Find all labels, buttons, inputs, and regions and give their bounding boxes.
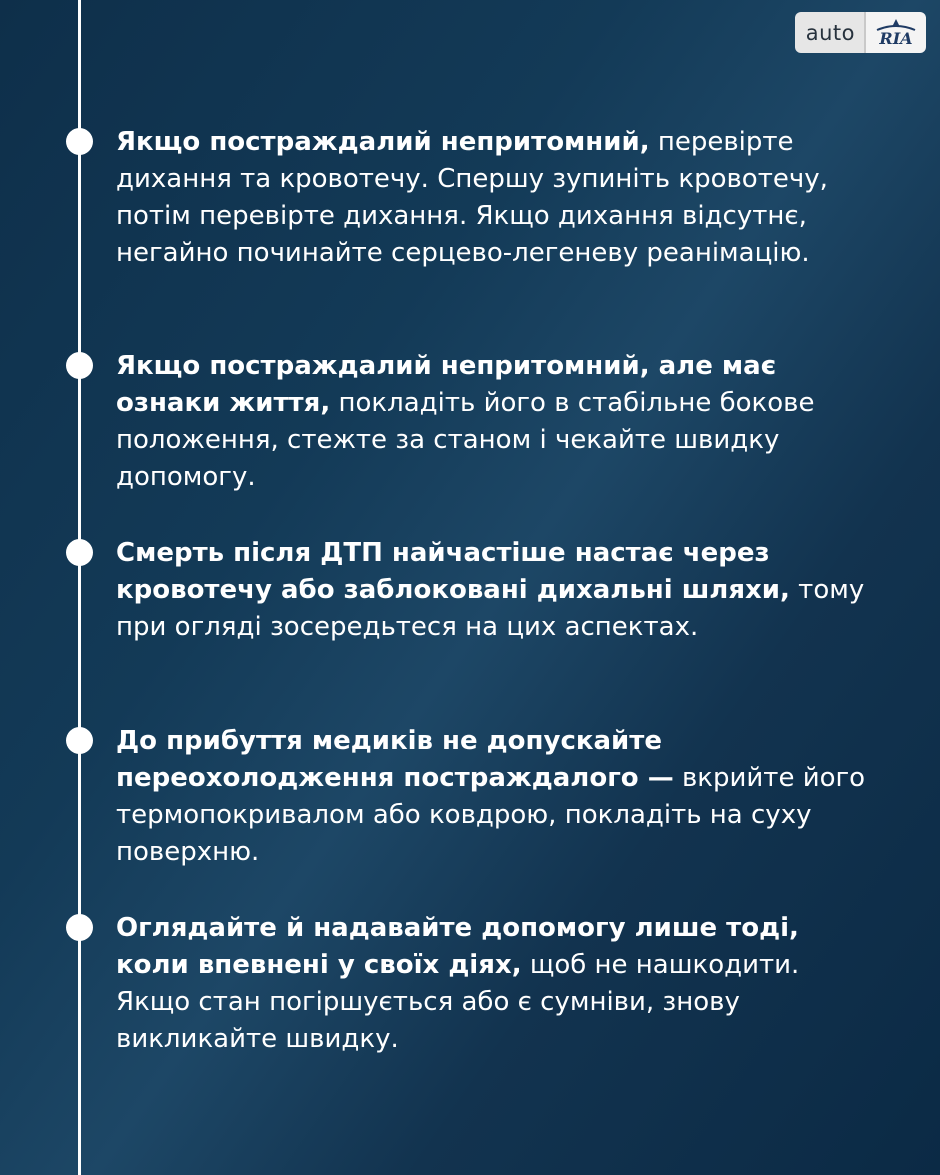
timeline-bullet (66, 352, 93, 379)
timeline-bullet (66, 539, 93, 566)
tip-2-bold: Якщо постраждалий непритомний, але має ознаки життя, (116, 351, 777, 418)
timeline-bullet (66, 914, 93, 941)
tip-1-bold: Якщо постраждалий непритомний, (116, 127, 650, 157)
tip-item-3 (116, 535, 876, 646)
logo-ria-text: RIA (879, 28, 913, 48)
tip-item-1 (116, 124, 876, 272)
tip-1-text: перевірте дихання та кровотечу. Спершу зупиніть кровотечу, потім перевірте дихання. Якщо дихання відсутнє, негайно починайте серцево-легеневу реанімацію. (116, 127, 828, 268)
tip-4-bold: До прибуття медиків не допускайте переохолодження постраждалого — (116, 726, 674, 793)
logo-auto-text: auto (795, 12, 864, 53)
tip-item-2 (116, 348, 876, 496)
tip-5-text: щоб не нашкодити. Якщо стан погіршується або є сумніви, знову викликайте швидку. (116, 950, 800, 1054)
tip-4-text: вкрийте його термопокривалом або ковдрою, покладіть на суху поверхню. (116, 763, 866, 867)
ria-emblem-icon (869, 16, 923, 50)
tip-3-text: тому при огляді зосередьтеся на цих аспектах. (116, 575, 865, 642)
tip-3-bold: Смерть після ДТП найчастіше настає через кровотечу або заблоковані дихальні шляхи, (116, 538, 790, 605)
timeline-line (78, 0, 81, 1175)
tip-2-text: покладіть його в стабільне бокове положення, стежте за станом і чекайте швидку допомогу. (116, 388, 815, 492)
autoria-logo (795, 12, 926, 53)
tip-item-5 (116, 910, 876, 1058)
timeline-bullet (66, 727, 93, 754)
logo-ria-mark (864, 12, 926, 53)
tip-5-bold: Оглядайте й надавайте допомогу лише тоді, коли впевнені у своїх діях, (116, 913, 799, 980)
tip-item-4 (116, 723, 876, 871)
timeline-bullet (66, 128, 93, 155)
